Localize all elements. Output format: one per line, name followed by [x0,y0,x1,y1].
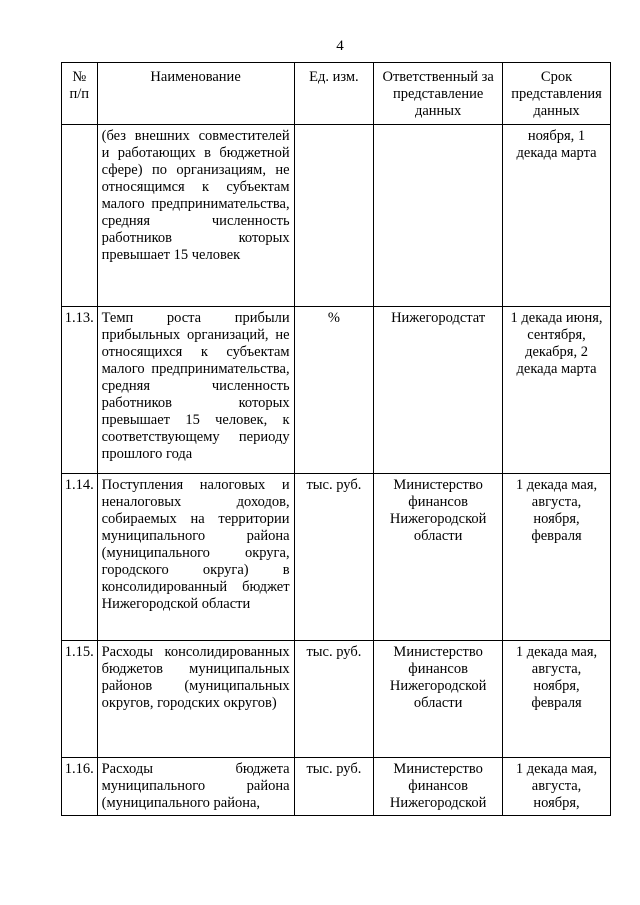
table-row [62,641,611,758]
row-unit: тыс. руб. [294,758,374,816]
row-responsible: Министерство финансов Нижегородской области [374,641,503,758]
table-row [62,125,611,307]
row-name: (без внешних совместителей и работающих в бюджетной сфере) по организациям, не относящимся к субъектам малого предпринимательства, средняя численность работников которых превышает 15 человек [97,125,294,307]
table-row [62,307,611,474]
header-number: № п/п [62,63,98,125]
row-unit: тыс. руб. [294,641,374,758]
row-responsible: Нижегородстат [374,307,503,474]
row-term: ноября, 1 декада марта [503,125,611,307]
row-unit [294,125,374,307]
row-unit: тыс. руб. [294,474,374,641]
row-name: Темп роста прибыли прибыльных организаций, не относящихся к субъектам малого предпринимательства, средняя численность работников которых превышает 15 человек, к соответствующему периоду прошлого года [97,307,294,474]
row-term: 1 декада мая, августа, ноября, [503,758,611,816]
row-responsible [374,125,503,307]
row-name: Расходы бюджета муниципального района (муниципального района, [97,758,294,816]
table-header-row [62,63,611,125]
table-row [62,758,611,816]
row-unit: % [294,307,374,474]
row-term: 1 декада мая, августа, ноября, февраля [503,474,611,641]
page-number: 4 [336,38,344,54]
row-number: 1.13. [62,307,98,474]
row-responsible: Министерство финансов Нижегородской области [374,474,503,641]
indicators-table [61,62,611,816]
row-number [62,125,98,307]
table-row [62,474,611,641]
row-name: Поступления налоговых и неналоговых доходов, собираемых на территории муниципального района (муниципального округа, городского округа) в консолидированный бюджет Нижегородской области [97,474,294,641]
header-responsible: Ответственный за представление данных [374,63,503,125]
row-term: 1 декада июня, сентября, декабря, 2 декада марта [503,307,611,474]
row-responsible: Министерство финансов Нижегородской [374,758,503,816]
header-name: Наименование [97,63,294,125]
row-number: 1.15. [62,641,98,758]
row-name: Расходы консолидированных бюджетов муниципальных районов (муниципальных округов, городских округов) [97,641,294,758]
row-term: 1 декада мая, августа, ноября, февраля [503,641,611,758]
row-number: 1.16. [62,758,98,816]
header-term: Срок представления данных [503,63,611,125]
row-number: 1.14. [62,474,98,641]
header-unit: Ед. изм. [294,63,374,125]
